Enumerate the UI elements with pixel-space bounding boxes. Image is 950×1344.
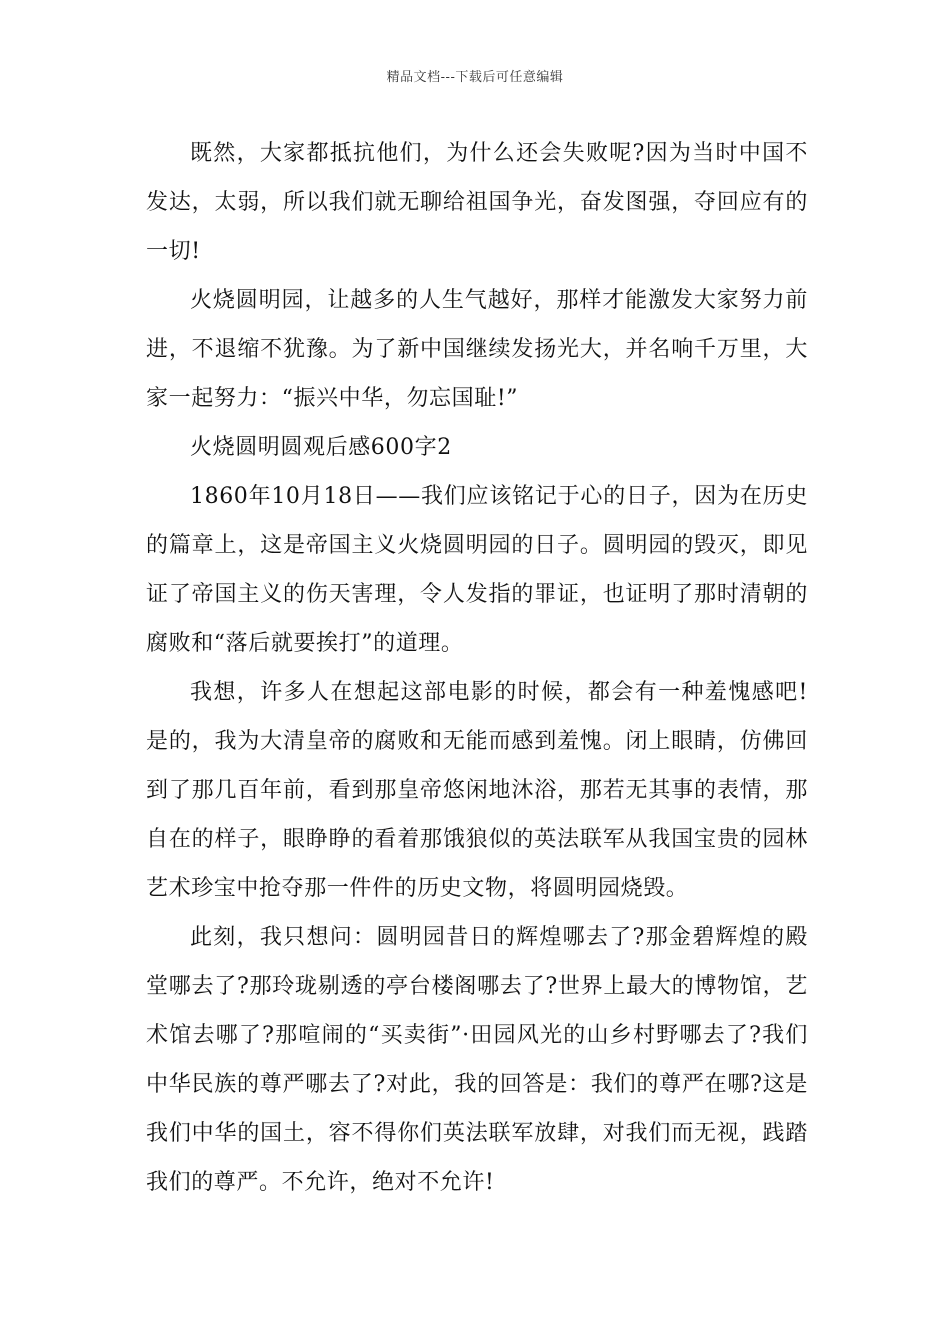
paragraph-3: 1860年10月18日——我们应该铭记于心的日子，因为在历史的篇章上，这是帝国主义火烧圆明园的日子。圆明园的毁灭，即见证了帝国主义的伤天害理，令人发指的罪证，也证明了那时清朝的腐败和“落后就要挨打”的道理。 (146, 484, 808, 656)
page-header: 精品文档---下载后可任意编辑 (386, 70, 564, 85)
document-body (146, 129, 808, 1207)
section-heading: 火烧圆明圆观后感600字2 (190, 435, 452, 460)
paragraph-1: 既然，大家都抵抗他们，为什么还会失败呢?因为当时中国不发达，太弱，所以我们就无聊给祖国争光，奋发图强，夺回应有的一切! (146, 141, 808, 264)
paragraph-2: 火烧圆明园，让越多的人生气越好，那样才能激发大家努力前进，不退缩不犹豫。为了新中国继续发扬光大，并名响千万里，大家一起努力：“振兴中华，勿忘国耻!” (146, 288, 808, 411)
paragraph-4: 我想，许多人在想起这部电影的时候，都会有一种羞愧感吧!是的，我为大清皇帝的腐败和无能而感到羞愧。闭上眼睛，仿佛回到了那几百年前，看到那皇帝悠闲地沐浴，那若无其事的表情，那自在的样子，眼睁睁的看着那饿狼似的英法联军从我国宝贵的园林艺术珍宝中抢夺那一件件的历史文物，将圆明园烧毁。 (146, 680, 808, 901)
paragraph-5: 此刻，我只想问：圆明园昔日的辉煌哪去了?那金碧辉煌的殿堂哪去了?那玲珑剔透的亭台楼阁哪去了?世界上最大的博物馆，艺术馆去哪了?那喧闹的“买卖街”·田园风光的山乡村野哪去了?我们中华民族的尊严哪去了?对此，我的回答是：我们的尊严在哪?这是我们中华的国土，容不得你们英法联军放肆，对我们而无视，践踏我们的尊严。不允许，绝对不允许! (146, 925, 808, 1195)
